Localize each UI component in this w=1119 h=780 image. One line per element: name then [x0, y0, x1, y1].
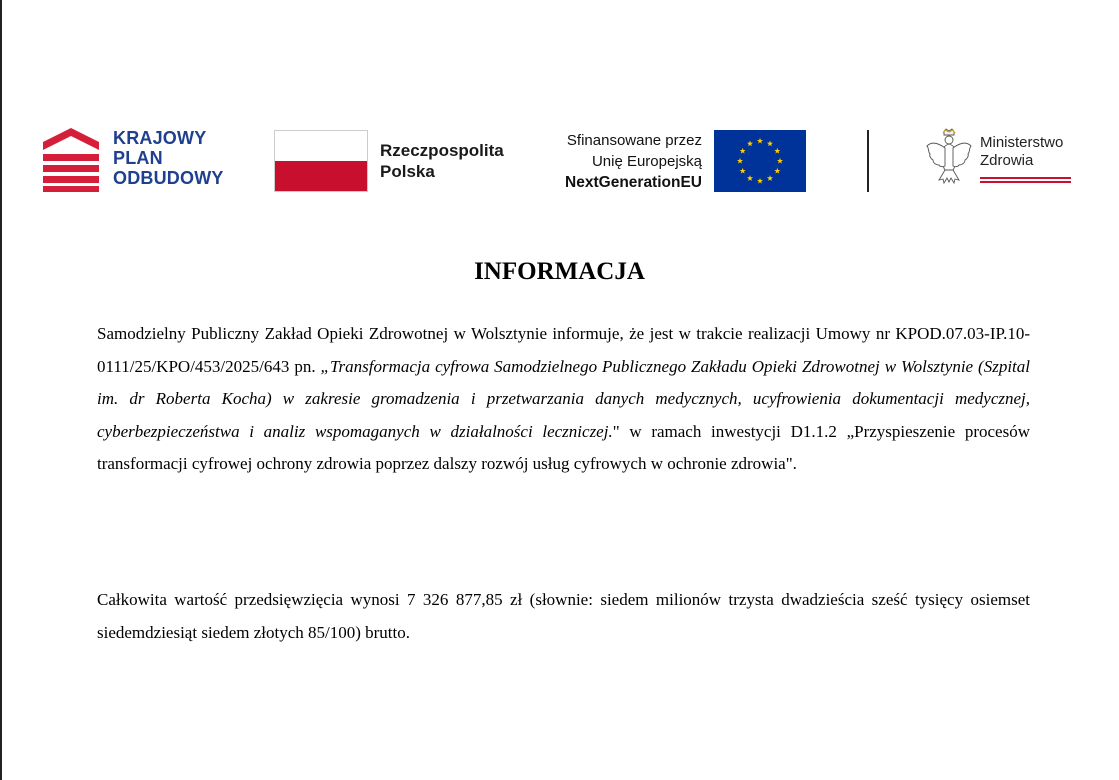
mz-line-2: Zdrowia [980, 152, 1034, 169]
polish-flag-icon [274, 130, 368, 192]
para1-intro: Samodzielny Publiczny Zakład Opieki Zdrowotnej w Wolsztynie informuje, że jest w trakcie realizacji Umowy nr KPOD.07.03-IP.10-0111/25/KPO/453/2025/643 pn. [97, 324, 1030, 376]
mz-red-stripes [980, 177, 1071, 183]
kpo-text [113, 128, 224, 188]
para1-project-title: „Transformacja cyfrowa Samodzielnego Publicznego Zakładu Opieki Zdrowotnej w Wolsztynie (Szpital im. dr Roberta Kocha) w zakresie gromadzenia i przetwarzania danych medycznych, ucyfrowienia dokumentacji medycznej, cyberbezpieczeństwa i analiz wspomaganych w działalności leczniczej. [97, 356, 1030, 441]
kpo-line-2: PLAN [113, 148, 163, 168]
kpo-mark-icon [43, 128, 101, 192]
eu-line-3: NextGenerationEU [565, 174, 702, 191]
eu-line-1: Sfinansowane przez [566, 132, 702, 149]
eu-text [540, 130, 702, 193]
logo-divider [867, 130, 869, 192]
logo-bar [0, 0, 1119, 220]
rp-line-2: Polska [380, 162, 435, 181]
eu-line-2: Unię Europejską [591, 153, 702, 170]
para1-investment: " w ramach inwestycji D1.1.2 „Przyspieszenie procesów transformacji cyfrowej ochrony zdrowia poprzez dalszy rozwój usług cyfrowych w ochronie zdrowia". [97, 421, 1030, 473]
paragraph-agreement [97, 318, 1030, 481]
mz-line-1: Ministerstwo [980, 134, 1064, 151]
paragraph-value: Całkowita wartość przedsięwzięcia wynosi 7 326 877,85 zł (słownie: siedem milionów trzysta dwadzieścia sześć tysięcy osiemset siedemdziesiąt siedem złotych 85/100) brutto. [97, 590, 1030, 642]
kpo-logo [43, 128, 243, 192]
mz-text [980, 134, 1063, 170]
document-title: INFORMACJA [474, 258, 645, 285]
kpo-line-3: ODBUDOWY [113, 168, 224, 188]
eu-flag-icon [714, 130, 806, 192]
kpo-line-1: KRAJOWY [113, 128, 207, 148]
rp-line-1: Rzeczpospolita [380, 141, 504, 160]
white-eagle-icon [925, 128, 973, 184]
rp-text [380, 140, 504, 182]
